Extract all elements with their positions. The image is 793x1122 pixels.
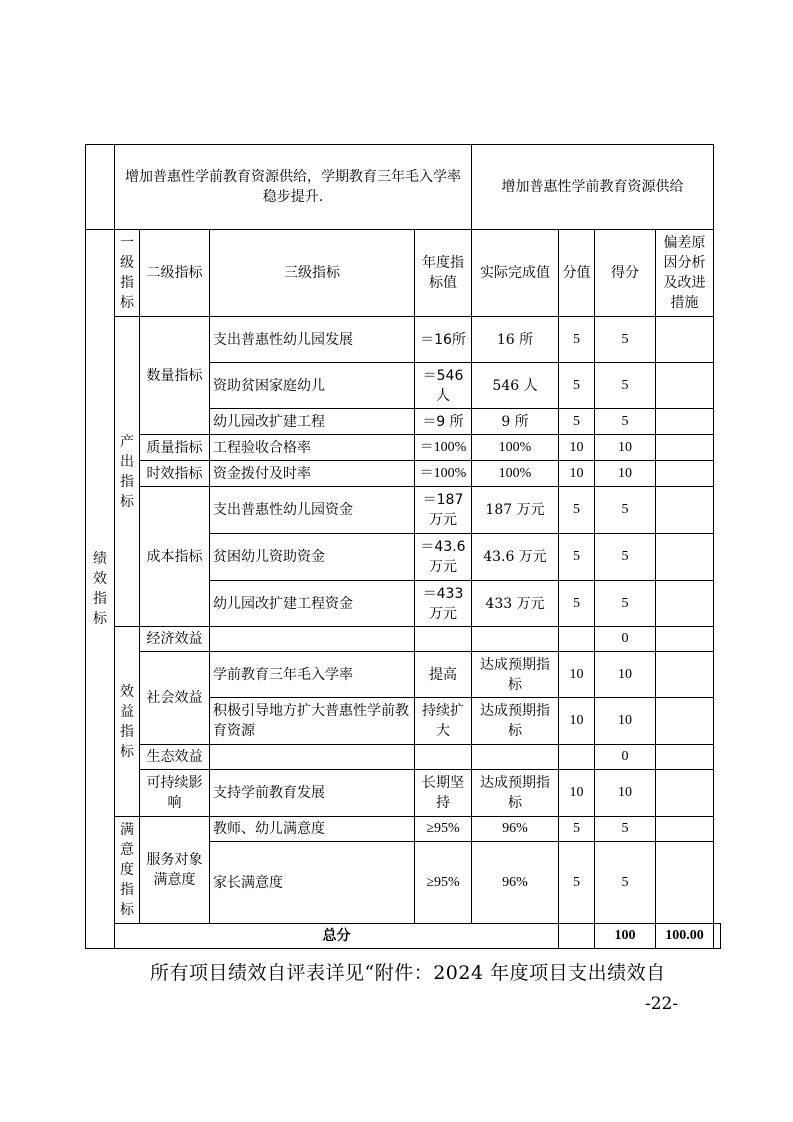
actual-cell: 546 人	[472, 363, 559, 409]
level2-social: 社会效益	[140, 652, 210, 745]
table-row	[86, 817, 721, 842]
total-score: 100.00	[656, 924, 714, 949]
annual-value-header: 年度指标值	[415, 230, 472, 317]
score-cell: 5	[595, 581, 656, 627]
deviation-cell	[656, 487, 714, 534]
target-cell: ＝187万元	[415, 487, 472, 534]
deviation-cell	[656, 363, 714, 409]
mid-term-goal: 增加普惠性学前教育资源供给，学期教育三年毛入学率稳步提升.	[115, 145, 472, 230]
table-row	[86, 317, 721, 363]
level3-cell: 支出普惠性幼儿园发展	[210, 317, 415, 363]
level3-cell: 幼儿园改扩建工程资金	[210, 581, 415, 627]
level3-cell	[210, 745, 415, 770]
level1-header: 一级指标	[115, 230, 140, 317]
table-row	[86, 461, 721, 487]
target-cell: ＝433万元	[415, 581, 472, 627]
weight-cell: 5	[559, 534, 595, 581]
level2-sustainable: 可持续影响	[140, 770, 210, 817]
level2-quantity: 数量指标	[140, 317, 210, 435]
level2-timeliness: 时效指标	[140, 461, 210, 487]
page-number: -22-	[645, 994, 679, 1014]
weight-cell: 10	[559, 698, 595, 745]
actual-cell: 433 万元	[472, 581, 559, 627]
actual-cell: 43.6 万元	[472, 534, 559, 581]
actual-header: 实际完成值	[472, 230, 559, 317]
total-actual-cell	[559, 924, 595, 949]
level2-cost: 成本指标	[140, 487, 210, 627]
table-row	[86, 770, 721, 817]
deviation-cell	[656, 698, 714, 745]
level3-cell: 贫困幼儿资助资金	[210, 534, 415, 581]
score-cell: 5	[595, 842, 656, 924]
deviation-cell	[656, 581, 714, 627]
table-row	[86, 652, 721, 698]
performance-table	[85, 144, 721, 949]
actual-cell	[472, 627, 559, 652]
level3-header: 三级指标	[210, 230, 415, 317]
total-label: 总分	[115, 924, 559, 949]
deviation-cell	[656, 435, 714, 461]
score-cell: 10	[595, 698, 656, 745]
level3-cell: 积极引导地方扩大普惠性学前教育资源	[210, 698, 415, 745]
weight-cell: 5	[559, 317, 595, 363]
weight-cell: 5	[559, 581, 595, 627]
header-row	[86, 230, 721, 317]
score-cell: 0	[595, 745, 656, 770]
weight-cell: 5	[559, 842, 595, 924]
score-cell: 10	[595, 435, 656, 461]
weight-cell: 10	[559, 461, 595, 487]
level3-cell: 支持学前教育发展	[210, 770, 415, 817]
table-row	[86, 745, 721, 770]
level2-ecological: 生态效益	[140, 745, 210, 770]
level3-cell: 支出普惠性幼儿园资金	[210, 487, 415, 534]
actual-cell	[472, 745, 559, 770]
weight-cell	[559, 745, 595, 770]
target-cell: ＝546人	[415, 363, 472, 409]
weight-cell: 5	[559, 487, 595, 534]
level3-cell: 幼儿园改扩建工程	[210, 409, 415, 435]
table-row	[86, 627, 721, 652]
target-cell: ＝43.6万元	[415, 534, 472, 581]
level3-cell: 学前教育三年毛入学率	[210, 652, 415, 698]
annual-goal: 增加普惠性学前教育资源供给	[472, 145, 714, 230]
total-deviation-cell	[714, 924, 721, 949]
actual-cell: 达成预期指标	[472, 698, 559, 745]
actual-cell: 96%	[472, 817, 559, 842]
deviation-header: 偏差原因分析及改进措施	[656, 230, 714, 317]
score-cell: 5	[595, 487, 656, 534]
score-cell: 5	[595, 363, 656, 409]
deviation-cell	[656, 461, 714, 487]
level3-cell: 工程验收合格率	[210, 435, 415, 461]
weight-cell: 5	[559, 363, 595, 409]
actual-cell: 达成预期指标	[472, 652, 559, 698]
goal-blank-cell	[86, 145, 115, 230]
level1-output: 产出指标	[115, 317, 140, 627]
deviation-cell	[656, 534, 714, 581]
weight-cell: 10	[559, 435, 595, 461]
target-cell: 长期坚持	[415, 770, 472, 817]
deviation-cell	[656, 409, 714, 435]
level2-service: 服务对象满意度	[140, 817, 210, 924]
deviation-cell	[656, 627, 714, 652]
target-cell: ＝100%	[415, 461, 472, 487]
level3-cell: 资助贫困家庭幼儿	[210, 363, 415, 409]
level1-benefit: 效益指标	[115, 627, 140, 817]
score-cell: 10	[595, 461, 656, 487]
target-cell	[415, 745, 472, 770]
footer-text: 所有项目绩效自评表详见“附件：2024 年度项目支出绩效自	[150, 962, 666, 984]
deviation-cell	[656, 652, 714, 698]
goal-row	[86, 145, 721, 230]
score-cell: 5	[595, 409, 656, 435]
deviation-cell	[656, 745, 714, 770]
total-weight: 100	[595, 924, 656, 949]
actual-cell: 96%	[472, 842, 559, 924]
actual-cell: 100%	[472, 435, 559, 461]
level2-header: 二级指标	[140, 230, 210, 317]
target-cell: 持续扩大	[415, 698, 472, 745]
deviation-cell	[656, 817, 714, 842]
weight-cell: 5	[559, 817, 595, 842]
level3-cell	[210, 627, 415, 652]
table-row	[86, 435, 721, 461]
weight-header: 分值	[559, 230, 595, 317]
level2-economic: 经济效益	[140, 627, 210, 652]
deviation-cell	[656, 842, 714, 924]
score-cell: 5	[595, 817, 656, 842]
level3-cell: 教师、幼儿满意度	[210, 817, 415, 842]
level2-quality: 质量指标	[140, 435, 210, 461]
target-cell: 提高	[415, 652, 472, 698]
level3-cell: 家长满意度	[210, 842, 415, 924]
total-row	[86, 924, 721, 949]
score-cell: 10	[595, 652, 656, 698]
target-cell	[415, 627, 472, 652]
weight-cell: 10	[559, 770, 595, 817]
table-row	[86, 487, 721, 534]
performance-indicator-label: 绩效指标	[86, 230, 115, 949]
weight-cell: 5	[559, 409, 595, 435]
target-cell: ≥95%	[415, 817, 472, 842]
score-cell: 0	[595, 627, 656, 652]
target-cell: ≥95%	[415, 842, 472, 924]
level3-cell: 资金拨付及时率	[210, 461, 415, 487]
target-cell: ＝100%	[415, 435, 472, 461]
level1-satisfaction: 满意度指标	[115, 817, 140, 924]
score-cell: 10	[595, 770, 656, 817]
actual-cell: 16 所	[472, 317, 559, 363]
score-cell: 5	[595, 317, 656, 363]
actual-cell: 100%	[472, 461, 559, 487]
actual-cell: 187 万元	[472, 487, 559, 534]
deviation-cell	[656, 317, 714, 363]
score-cell: 5	[595, 534, 656, 581]
actual-cell: 9 所	[472, 409, 559, 435]
target-cell: ＝9 所	[415, 409, 472, 435]
target-cell: ＝16所	[415, 317, 472, 363]
score-header: 得分	[595, 230, 656, 317]
weight-cell	[559, 627, 595, 652]
deviation-cell	[656, 770, 714, 817]
actual-cell: 达成预期指标	[472, 770, 559, 817]
weight-cell: 10	[559, 652, 595, 698]
